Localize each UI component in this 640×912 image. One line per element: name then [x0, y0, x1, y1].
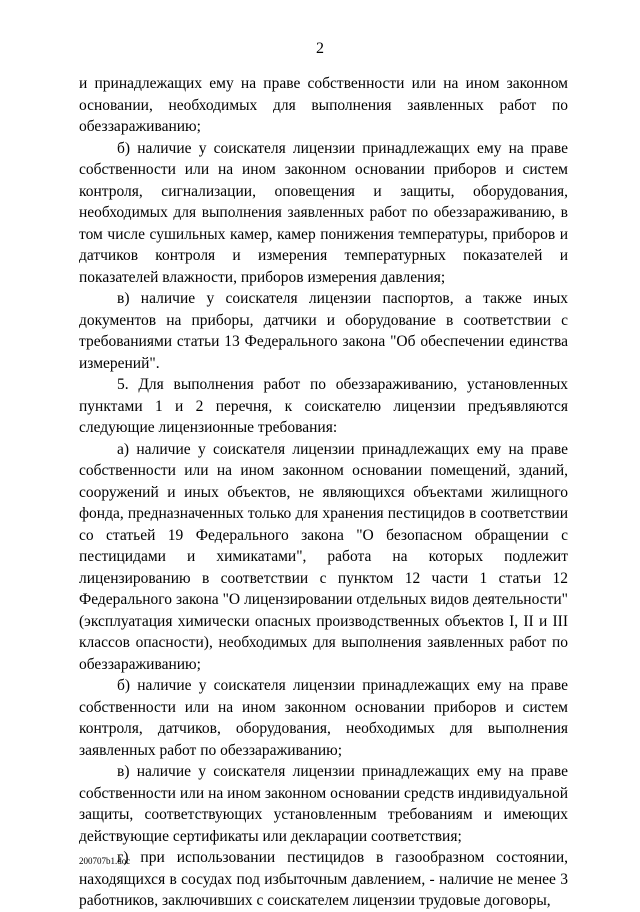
- footer-document-code: 200707b1.doc: [79, 856, 131, 866]
- paragraph-item-v-protection: в) наличие у соискателя лицензии принадлежащих ему на праве собственности или на ином законном основании средств индивидуальной защиты, соответствующих установленным требованиям и имеющих действующие сертификаты или декларации соответствия;: [79, 763, 568, 845]
- document-body: [79, 73, 568, 912]
- paragraph-item-a-premises: а) наличие у соискателя лицензии принадлежащих ему на праве собственности или на ином законном основании помещений, зданий, сооружений и иных объектов, не являющихся объектами жилищного фонда, предназначенных только для хранения пестицидов в соответствии со статьей 19 Федерального закона "О безопасном обращении с пестицидами и химикатами", работа на которых подлежит лицензированию в соответствии с пунктом 12 части 1 статьи 12 Федерального закона "О лицензировании отдельных видов деятельности" (эксплуатация химически опасных производственных объектов I, II и III классов опасности), необходимых для выполнения заявленных работ по обеззараживанию;: [79, 440, 568, 673]
- paragraph-item-b-control-systems: б) наличие у соискателя лицензии принадлежащих ему на праве собственности или на ином законном основании приборов и систем контроля, датчиков, оборудования, необходимых для выполнения заявленных работ по обеззараживанию;: [79, 677, 568, 759]
- paragraph-item-b-devices: б) наличие у соискателя лицензии принадлежащих ему на праве собственности или на ином законном основании приборов и систем контроля, сигнализации, оповещения и защиты, оборудования, необходимых для выполнения заявленных работ по обеззараживанию, в том числе сушильных камер, камер понижения температуры, приборов и датчиков контроля и измерения температурных показателей и показателей влажности, приборов измерения давления;: [79, 139, 568, 286]
- paragraph-clause-5: 5. Для выполнения работ по обеззараживанию, установленных пунктами 1 и 2 перечня, к соискателю лицензии предъявляются следующие лицензионные требования:: [79, 376, 568, 436]
- paragraph-item-g-gaseous: г) при использовании пестицидов в газообразном состоянии, находящихся в сосудах под избыточным давлением, - наличие не менее 3 работников, заключивших с соискателем лицензии трудовые договоры,: [79, 849, 568, 909]
- paragraph-continuation: и принадлежащих ему на праве собственности или на ином законном основании, необходимых для выполнения заявленных работ по обеззараживанию;: [79, 75, 568, 135]
- page-number: 2: [316, 40, 324, 57]
- paragraph-item-v-passports: в) наличие у соискателя лицензии паспортов, а также иных документов на приборы, датчики и оборудование в соответствии с требованиями статьи 13 Федерального закона "Об обеспечении единства измерений".: [79, 290, 568, 372]
